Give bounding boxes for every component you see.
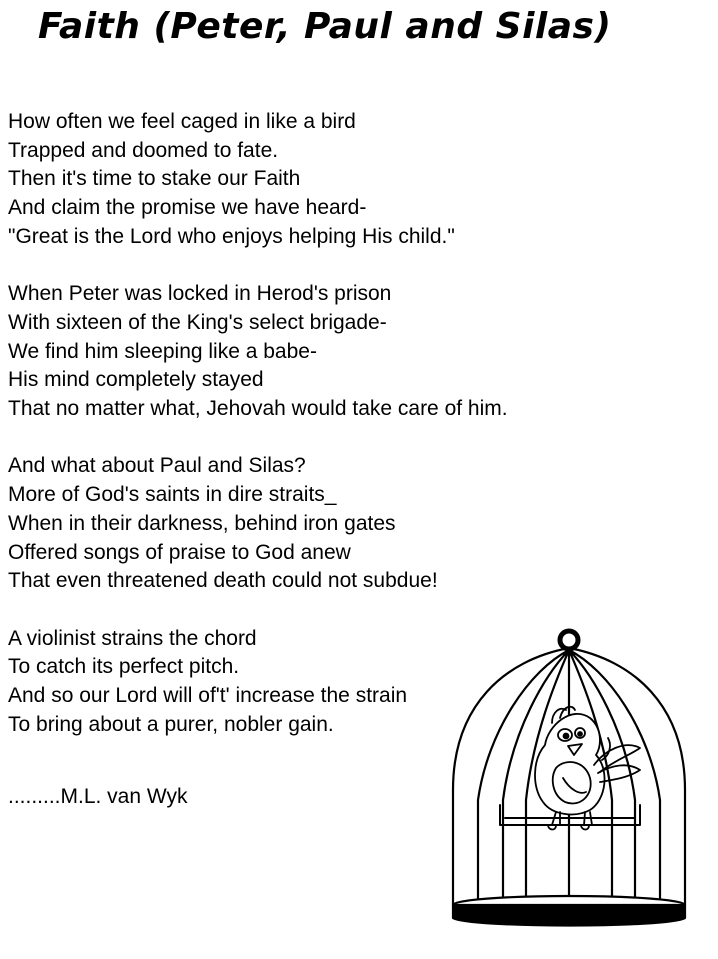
poem-line: And what about Paul and Silas? xyxy=(8,454,306,478)
poem-line: "Great is the Lord who enjoys helping His child." xyxy=(8,224,455,248)
poem-line: Then it's time to stake our Faith xyxy=(8,167,301,191)
poem-line: And so our Lord will of't' increase the strain xyxy=(8,684,408,708)
bird xyxy=(535,707,640,830)
stanza-3 xyxy=(8,452,508,596)
stanza-4 xyxy=(8,625,508,740)
poem-line: A violinist strains the chord xyxy=(8,626,257,650)
signature: .........M.L. van Wyk xyxy=(8,785,188,808)
poem-line: Offered songs of praise to God anew xyxy=(8,540,351,564)
stanza-1 xyxy=(8,108,508,252)
poem-line: When Peter was locked in Herod's prison xyxy=(8,282,392,306)
poem-line: To bring about a purer, nobler gain. xyxy=(8,712,334,736)
poem-line: We find him sleeping like a babe- xyxy=(8,339,317,363)
stanza-2 xyxy=(8,280,508,424)
poem-line: With sixteen of the King's select brigade- xyxy=(8,310,387,334)
poem-line: More of God's saints in dire straits_ xyxy=(8,483,337,507)
poem-line: And claim the promise we have heard- xyxy=(8,196,367,220)
cage-base xyxy=(453,905,685,926)
poem-line: His mind completely stayed xyxy=(8,368,264,392)
poem-line: When in their darkness, behind iron gates xyxy=(8,511,396,535)
poem-line: That even threatened death could not subdue! xyxy=(8,569,438,593)
poem-line: Trapped and doomed to fate. xyxy=(8,138,279,162)
bird-in-cage-icon xyxy=(440,625,710,945)
poem xyxy=(8,108,508,768)
cage-ring xyxy=(560,631,578,649)
poem-line: How often we feel caged in like a bird xyxy=(8,110,356,133)
poem-line: That no matter what, Jehovah would take care of him. xyxy=(8,397,508,421)
poem-line: To catch its perfect pitch. xyxy=(8,655,240,679)
page-title: Faith (Peter, Paul and Silas) xyxy=(38,6,612,47)
